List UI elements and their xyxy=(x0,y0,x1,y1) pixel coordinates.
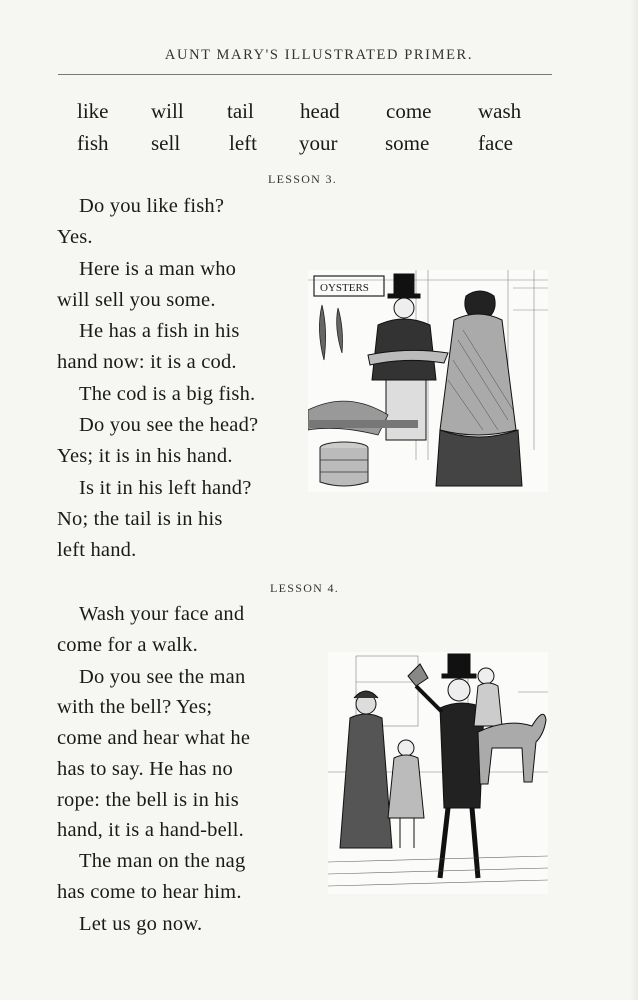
lesson-3-heading: LESSON 3. xyxy=(268,172,338,186)
shop-sign-text: OYSTERS xyxy=(320,282,369,294)
lesson-4-line: with the bell? Yes; xyxy=(57,696,213,718)
lesson-4-line: has to say. He has no xyxy=(57,758,233,780)
lesson-3-line: He has a fish in his xyxy=(79,320,240,342)
lesson-3-line: left hand. xyxy=(57,539,137,561)
header-rule xyxy=(58,74,552,75)
page-edge-shadow xyxy=(630,0,638,1000)
word: wash xyxy=(478,99,522,123)
lesson-3-line: No; the tail is in his xyxy=(57,508,223,530)
lesson-3-line: Here is a man who xyxy=(79,258,237,280)
word: tail xyxy=(227,99,254,123)
word: like xyxy=(77,99,109,123)
lesson-4-line: The man on the nag xyxy=(79,850,246,872)
word: some xyxy=(385,131,430,155)
fishmonger-engraving-icon xyxy=(308,270,548,492)
lesson-3-line: The cod is a big fish. xyxy=(79,383,256,405)
bellman-engraving-icon xyxy=(328,652,548,894)
lesson-4-line: rope: the bell is in his xyxy=(57,789,239,811)
lesson-3-line: will sell you some. xyxy=(57,289,216,311)
lesson-4-line: hand, it is a hand-bell. xyxy=(57,819,244,841)
word-row-1 xyxy=(0,99,638,125)
lesson-3-line: Yes; it is in his hand. xyxy=(57,445,233,467)
lesson-3-line: hand now: it is a cod. xyxy=(57,351,237,373)
lesson-4-line: come for a walk. xyxy=(57,634,198,656)
lesson-4-line: Let us go now. xyxy=(79,913,203,935)
running-head: AUNT MARY'S ILLUSTRATED PRIMER. xyxy=(164,47,474,63)
lesson-3-line: Do you like fish? xyxy=(79,195,225,217)
lesson-3-line: Do you see the head? xyxy=(79,414,259,436)
lesson-4-line: come and hear what he xyxy=(57,727,251,749)
word: come xyxy=(386,99,432,123)
lesson-4-line: Wash your face and xyxy=(79,603,245,625)
lesson-4-heading: LESSON 4. xyxy=(270,581,340,595)
word: will xyxy=(151,99,184,123)
word: left xyxy=(229,131,257,155)
word: sell xyxy=(151,131,181,155)
lesson-4-line: has come to hear him. xyxy=(57,881,242,903)
word: fish xyxy=(77,131,109,155)
lesson-3-line: Yes. xyxy=(57,226,93,248)
word-row-2 xyxy=(0,131,638,157)
lesson-3-line: Is it in his left hand? xyxy=(79,477,252,499)
word: head xyxy=(300,99,340,123)
lesson-4-line: Do you see the man xyxy=(79,666,246,688)
word: your xyxy=(299,131,338,155)
word: face xyxy=(478,131,513,155)
